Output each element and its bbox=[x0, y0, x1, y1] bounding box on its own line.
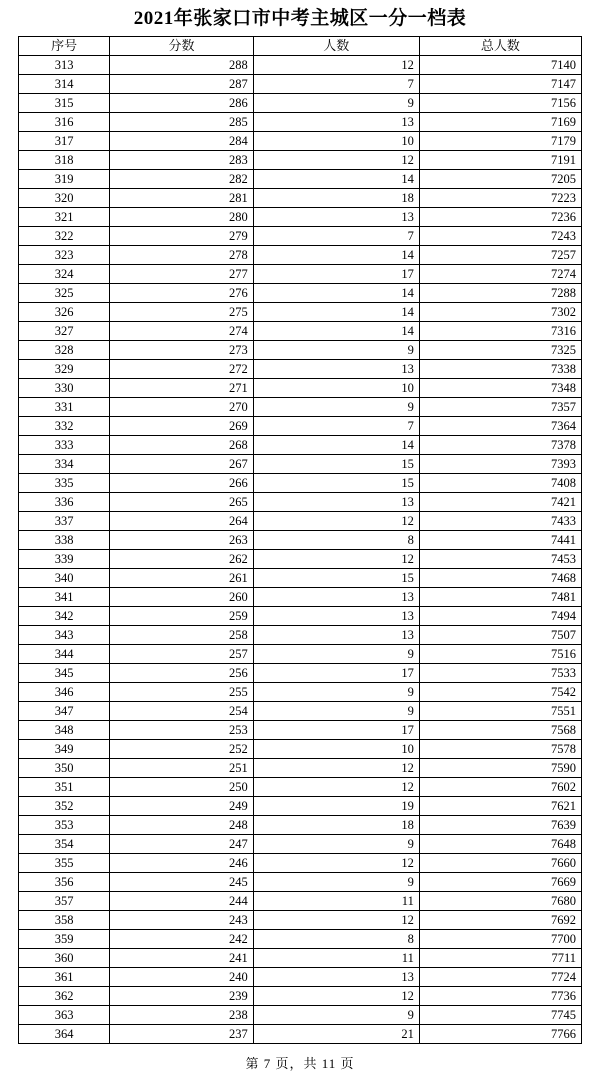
table-row bbox=[19, 986, 582, 1005]
cell-score: 262 bbox=[110, 549, 254, 568]
page-title: 2021年张家口市中考主城区一分一档表 bbox=[133, 8, 467, 29]
cell-total: 7516 bbox=[419, 644, 581, 663]
cell-count: 10 bbox=[253, 378, 419, 397]
cell-count: 12 bbox=[253, 150, 419, 169]
cell-score: 249 bbox=[110, 796, 254, 815]
cell-seq: 347 bbox=[19, 701, 110, 720]
table-row bbox=[19, 834, 582, 853]
table-row bbox=[19, 1005, 582, 1024]
table-row bbox=[19, 1024, 582, 1043]
table-row bbox=[19, 568, 582, 587]
cell-seq: 340 bbox=[19, 568, 110, 587]
cell-score: 269 bbox=[110, 416, 254, 435]
cell-count: 7 bbox=[253, 226, 419, 245]
table-row bbox=[19, 511, 582, 530]
cell-total: 7236 bbox=[419, 207, 581, 226]
cell-total: 7494 bbox=[419, 606, 581, 625]
cell-count: 13 bbox=[253, 112, 419, 131]
table-row bbox=[19, 74, 582, 93]
cell-count: 8 bbox=[253, 530, 419, 549]
cell-score: 280 bbox=[110, 207, 254, 226]
cell-seq: 346 bbox=[19, 682, 110, 701]
cell-seq: 329 bbox=[19, 359, 110, 378]
cell-total: 7590 bbox=[419, 758, 581, 777]
cell-seq: 361 bbox=[19, 967, 110, 986]
cell-total: 7736 bbox=[419, 986, 581, 1005]
table-row bbox=[19, 131, 582, 150]
cell-count: 12 bbox=[253, 853, 419, 872]
cell-total: 7766 bbox=[419, 1024, 581, 1043]
table-row bbox=[19, 454, 582, 473]
cell-count: 14 bbox=[253, 321, 419, 340]
cell-seq: 342 bbox=[19, 606, 110, 625]
cell-seq: 316 bbox=[19, 112, 110, 131]
table-row bbox=[19, 891, 582, 910]
table-row bbox=[19, 758, 582, 777]
cell-total: 7364 bbox=[419, 416, 581, 435]
table-row bbox=[19, 967, 582, 986]
cell-total: 7169 bbox=[419, 112, 581, 131]
table-row bbox=[19, 93, 582, 112]
cell-score: 267 bbox=[110, 454, 254, 473]
table-body bbox=[19, 55, 582, 1043]
cell-score: 270 bbox=[110, 397, 254, 416]
cell-seq: 331 bbox=[19, 397, 110, 416]
cell-score: 239 bbox=[110, 986, 254, 1005]
cell-count: 12 bbox=[253, 511, 419, 530]
cell-score: 242 bbox=[110, 929, 254, 948]
cell-seq: 321 bbox=[19, 207, 110, 226]
cell-count: 8 bbox=[253, 929, 419, 948]
table-row bbox=[19, 948, 582, 967]
cell-seq: 360 bbox=[19, 948, 110, 967]
cell-count: 12 bbox=[253, 758, 419, 777]
table-row bbox=[19, 663, 582, 682]
cell-total: 7542 bbox=[419, 682, 581, 701]
cell-score: 282 bbox=[110, 169, 254, 188]
cell-score: 286 bbox=[110, 93, 254, 112]
cell-seq: 364 bbox=[19, 1024, 110, 1043]
cell-count: 13 bbox=[253, 587, 419, 606]
cell-score: 276 bbox=[110, 283, 254, 302]
cell-score: 237 bbox=[110, 1024, 254, 1043]
cell-count: 9 bbox=[253, 397, 419, 416]
cell-total: 7223 bbox=[419, 188, 581, 207]
cell-score: 245 bbox=[110, 872, 254, 891]
cell-total: 7441 bbox=[419, 530, 581, 549]
cell-score: 246 bbox=[110, 853, 254, 872]
cell-score: 272 bbox=[110, 359, 254, 378]
cell-total: 7700 bbox=[419, 929, 581, 948]
cell-total: 7378 bbox=[419, 435, 581, 454]
cell-score: 254 bbox=[110, 701, 254, 720]
cell-total: 7660 bbox=[419, 853, 581, 872]
cell-total: 7648 bbox=[419, 834, 581, 853]
cell-score: 271 bbox=[110, 378, 254, 397]
cell-count: 9 bbox=[253, 1005, 419, 1024]
cell-total: 7507 bbox=[419, 625, 581, 644]
table-row bbox=[19, 606, 582, 625]
cell-seq: 320 bbox=[19, 188, 110, 207]
cell-seq: 326 bbox=[19, 302, 110, 321]
cell-count: 10 bbox=[253, 739, 419, 758]
column-header-count: 人数 bbox=[253, 36, 419, 55]
cell-seq: 355 bbox=[19, 853, 110, 872]
cell-count: 9 bbox=[253, 872, 419, 891]
cell-seq: 317 bbox=[19, 131, 110, 150]
cell-score: 238 bbox=[110, 1005, 254, 1024]
cell-total: 7602 bbox=[419, 777, 581, 796]
table-row bbox=[19, 264, 582, 283]
table-row bbox=[19, 359, 582, 378]
cell-score: 247 bbox=[110, 834, 254, 853]
cell-count: 9 bbox=[253, 682, 419, 701]
cell-seq: 353 bbox=[19, 815, 110, 834]
cell-total: 7408 bbox=[419, 473, 581, 492]
table-row bbox=[19, 530, 582, 549]
cell-count: 19 bbox=[253, 796, 419, 815]
cell-count: 15 bbox=[253, 568, 419, 587]
cell-total: 7338 bbox=[419, 359, 581, 378]
cell-score: 261 bbox=[110, 568, 254, 587]
score-distribution-table bbox=[18, 36, 582, 1044]
cell-seq: 343 bbox=[19, 625, 110, 644]
table-row bbox=[19, 739, 582, 758]
cell-count: 18 bbox=[253, 188, 419, 207]
cell-count: 14 bbox=[253, 435, 419, 454]
cell-score: 288 bbox=[110, 55, 254, 74]
cell-total: 7156 bbox=[419, 93, 581, 112]
cell-score: 263 bbox=[110, 530, 254, 549]
cell-seq: 335 bbox=[19, 473, 110, 492]
cell-score: 250 bbox=[110, 777, 254, 796]
table-row bbox=[19, 492, 582, 511]
cell-count: 9 bbox=[253, 644, 419, 663]
cell-seq: 362 bbox=[19, 986, 110, 1005]
cell-count: 13 bbox=[253, 492, 419, 511]
table-row bbox=[19, 340, 582, 359]
cell-total: 7481 bbox=[419, 587, 581, 606]
cell-total: 7191 bbox=[419, 150, 581, 169]
cell-total: 7578 bbox=[419, 739, 581, 758]
cell-total: 7243 bbox=[419, 226, 581, 245]
cell-seq: 348 bbox=[19, 720, 110, 739]
cell-count: 12 bbox=[253, 549, 419, 568]
table-row bbox=[19, 777, 582, 796]
cell-score: 279 bbox=[110, 226, 254, 245]
cell-total: 7316 bbox=[419, 321, 581, 340]
cell-seq: 344 bbox=[19, 644, 110, 663]
cell-seq: 315 bbox=[19, 93, 110, 112]
cell-count: 11 bbox=[253, 948, 419, 967]
cell-total: 7433 bbox=[419, 511, 581, 530]
cell-score: 257 bbox=[110, 644, 254, 663]
cell-total: 7621 bbox=[419, 796, 581, 815]
cell-count: 7 bbox=[253, 416, 419, 435]
cell-count: 14 bbox=[253, 302, 419, 321]
cell-seq: 323 bbox=[19, 245, 110, 264]
cell-count: 14 bbox=[253, 245, 419, 264]
cell-score: 259 bbox=[110, 606, 254, 625]
cell-seq: 319 bbox=[19, 169, 110, 188]
cell-count: 17 bbox=[253, 720, 419, 739]
cell-total: 7205 bbox=[419, 169, 581, 188]
cell-total: 7357 bbox=[419, 397, 581, 416]
table-row bbox=[19, 910, 582, 929]
table-row bbox=[19, 720, 582, 739]
cell-count: 13 bbox=[253, 207, 419, 226]
cell-score: 287 bbox=[110, 74, 254, 93]
table-row bbox=[19, 169, 582, 188]
cell-count: 15 bbox=[253, 473, 419, 492]
cell-score: 255 bbox=[110, 682, 254, 701]
cell-seq: 349 bbox=[19, 739, 110, 758]
cell-total: 7325 bbox=[419, 340, 581, 359]
table-row bbox=[19, 435, 582, 454]
cell-seq: 357 bbox=[19, 891, 110, 910]
cell-total: 7711 bbox=[419, 948, 581, 967]
cell-score: 241 bbox=[110, 948, 254, 967]
cell-count: 21 bbox=[253, 1024, 419, 1043]
table-header-row bbox=[19, 36, 582, 55]
cell-seq: 313 bbox=[19, 55, 110, 74]
cell-score: 248 bbox=[110, 815, 254, 834]
cell-score: 251 bbox=[110, 758, 254, 777]
cell-score: 265 bbox=[110, 492, 254, 511]
table-row bbox=[19, 378, 582, 397]
cell-total: 7147 bbox=[419, 74, 581, 93]
table-row bbox=[19, 397, 582, 416]
cell-seq: 356 bbox=[19, 872, 110, 891]
cell-total: 7453 bbox=[419, 549, 581, 568]
page-footer: 第 7 页，共 11 页 bbox=[245, 1055, 355, 1071]
cell-seq: 363 bbox=[19, 1005, 110, 1024]
cell-score: 240 bbox=[110, 967, 254, 986]
cell-seq: 358 bbox=[19, 910, 110, 929]
cell-total: 7551 bbox=[419, 701, 581, 720]
cell-total: 7568 bbox=[419, 720, 581, 739]
cell-seq: 334 bbox=[19, 454, 110, 473]
cell-score: 277 bbox=[110, 264, 254, 283]
cell-seq: 351 bbox=[19, 777, 110, 796]
cell-seq: 327 bbox=[19, 321, 110, 340]
cell-total: 7468 bbox=[419, 568, 581, 587]
cell-score: 284 bbox=[110, 131, 254, 150]
cell-count: 17 bbox=[253, 264, 419, 283]
cell-seq: 359 bbox=[19, 929, 110, 948]
cell-score: 253 bbox=[110, 720, 254, 739]
cell-score: 281 bbox=[110, 188, 254, 207]
table-row bbox=[19, 416, 582, 435]
table-row bbox=[19, 872, 582, 891]
cell-total: 7302 bbox=[419, 302, 581, 321]
cell-seq: 324 bbox=[19, 264, 110, 283]
cell-total: 7274 bbox=[419, 264, 581, 283]
table-row bbox=[19, 644, 582, 663]
table-row bbox=[19, 226, 582, 245]
cell-seq: 332 bbox=[19, 416, 110, 435]
cell-seq: 328 bbox=[19, 340, 110, 359]
cell-count: 12 bbox=[253, 910, 419, 929]
table-row bbox=[19, 815, 582, 834]
cell-seq: 352 bbox=[19, 796, 110, 815]
cell-count: 13 bbox=[253, 967, 419, 986]
table-row bbox=[19, 112, 582, 131]
cell-total: 7533 bbox=[419, 663, 581, 682]
cell-count: 14 bbox=[253, 169, 419, 188]
cell-total: 7288 bbox=[419, 283, 581, 302]
cell-seq: 354 bbox=[19, 834, 110, 853]
table-row bbox=[19, 302, 582, 321]
table-row bbox=[19, 473, 582, 492]
table-row bbox=[19, 245, 582, 264]
cell-count: 9 bbox=[253, 93, 419, 112]
table-row bbox=[19, 625, 582, 644]
cell-score: 275 bbox=[110, 302, 254, 321]
table-row bbox=[19, 188, 582, 207]
table-row bbox=[19, 150, 582, 169]
cell-total: 7724 bbox=[419, 967, 581, 986]
table-row bbox=[19, 853, 582, 872]
cell-seq: 333 bbox=[19, 435, 110, 454]
cell-seq: 339 bbox=[19, 549, 110, 568]
cell-count: 14 bbox=[253, 283, 419, 302]
cell-total: 7140 bbox=[419, 55, 581, 74]
cell-total: 7257 bbox=[419, 245, 581, 264]
cell-count: 12 bbox=[253, 777, 419, 796]
cell-seq: 345 bbox=[19, 663, 110, 682]
cell-total: 7669 bbox=[419, 872, 581, 891]
cell-count: 10 bbox=[253, 131, 419, 150]
cell-total: 7421 bbox=[419, 492, 581, 511]
cell-count: 15 bbox=[253, 454, 419, 473]
cell-seq: 318 bbox=[19, 150, 110, 169]
column-header-seq: 序号 bbox=[19, 36, 110, 55]
cell-score: 244 bbox=[110, 891, 254, 910]
cell-total: 7179 bbox=[419, 131, 581, 150]
cell-seq: 341 bbox=[19, 587, 110, 606]
cell-total: 7680 bbox=[419, 891, 581, 910]
table-row bbox=[19, 283, 582, 302]
cell-count: 13 bbox=[253, 359, 419, 378]
cell-total: 7639 bbox=[419, 815, 581, 834]
cell-score: 283 bbox=[110, 150, 254, 169]
table-row bbox=[19, 587, 582, 606]
cell-score: 243 bbox=[110, 910, 254, 929]
cell-score: 258 bbox=[110, 625, 254, 644]
cell-seq: 338 bbox=[19, 530, 110, 549]
cell-seq: 325 bbox=[19, 283, 110, 302]
cell-score: 274 bbox=[110, 321, 254, 340]
cell-seq: 314 bbox=[19, 74, 110, 93]
cell-count: 9 bbox=[253, 701, 419, 720]
cell-score: 264 bbox=[110, 511, 254, 530]
cell-count: 9 bbox=[253, 834, 419, 853]
table-row bbox=[19, 796, 582, 815]
cell-count: 11 bbox=[253, 891, 419, 910]
cell-total: 7692 bbox=[419, 910, 581, 929]
cell-seq: 350 bbox=[19, 758, 110, 777]
cell-total: 7393 bbox=[419, 454, 581, 473]
cell-seq: 330 bbox=[19, 378, 110, 397]
table-row bbox=[19, 682, 582, 701]
cell-count: 7 bbox=[253, 74, 419, 93]
cell-score: 273 bbox=[110, 340, 254, 359]
cell-count: 18 bbox=[253, 815, 419, 834]
column-header-total: 总人数 bbox=[419, 36, 581, 55]
table-row bbox=[19, 549, 582, 568]
table-row bbox=[19, 929, 582, 948]
cell-seq: 336 bbox=[19, 492, 110, 511]
cell-score: 278 bbox=[110, 245, 254, 264]
cell-score: 260 bbox=[110, 587, 254, 606]
cell-score: 252 bbox=[110, 739, 254, 758]
cell-score: 268 bbox=[110, 435, 254, 454]
table-row bbox=[19, 207, 582, 226]
column-header-score: 分数 bbox=[110, 36, 254, 55]
cell-score: 266 bbox=[110, 473, 254, 492]
cell-count: 9 bbox=[253, 340, 419, 359]
cell-count: 17 bbox=[253, 663, 419, 682]
table-row bbox=[19, 55, 582, 74]
cell-count: 13 bbox=[253, 606, 419, 625]
cell-count: 12 bbox=[253, 986, 419, 1005]
cell-total: 7348 bbox=[419, 378, 581, 397]
cell-seq: 322 bbox=[19, 226, 110, 245]
cell-seq: 337 bbox=[19, 511, 110, 530]
cell-score: 256 bbox=[110, 663, 254, 682]
table-row bbox=[19, 321, 582, 340]
cell-count: 12 bbox=[253, 55, 419, 74]
cell-count: 13 bbox=[253, 625, 419, 644]
cell-total: 7745 bbox=[419, 1005, 581, 1024]
cell-score: 285 bbox=[110, 112, 254, 131]
table-row bbox=[19, 701, 582, 720]
